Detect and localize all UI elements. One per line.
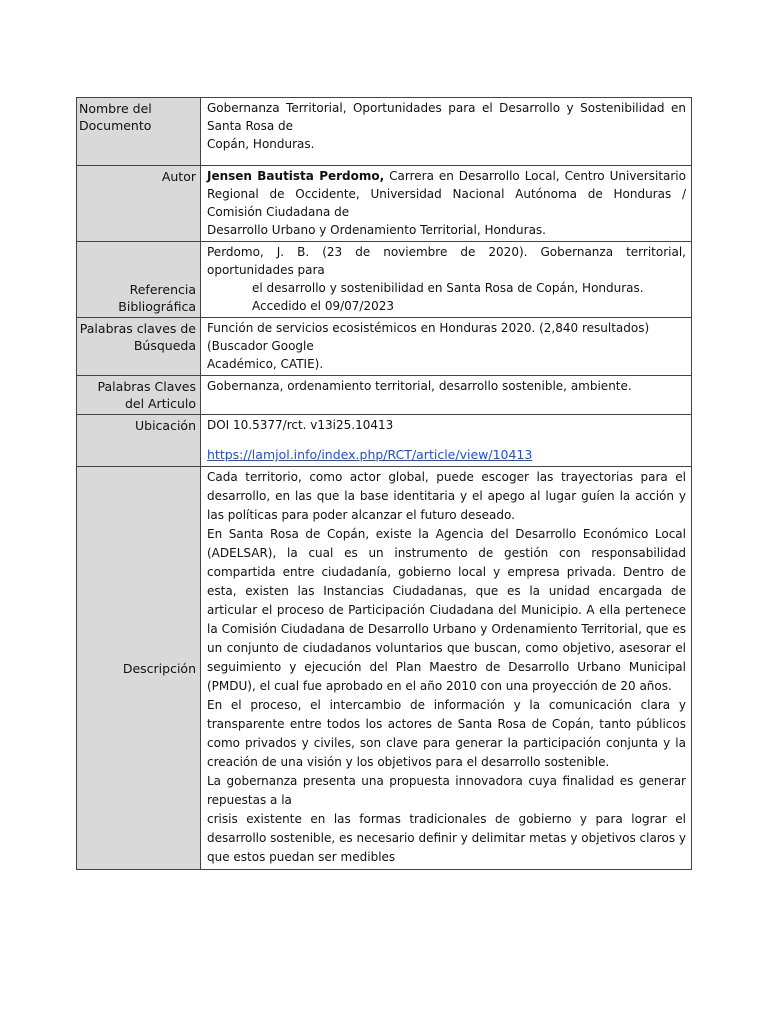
- referencia-line-2: el desarrollo y sostenibilidad en Santa Rosa de Copán, Honduras.: [252, 281, 644, 295]
- row-descripcion: [77, 467, 692, 870]
- label-ubicacion: Ubicación: [77, 415, 201, 467]
- value-nombre-documento: [201, 98, 692, 166]
- label-descripcion: Descripción: [77, 467, 201, 870]
- record-table: [76, 97, 692, 870]
- autor-name: Jensen Bautista Perdomo,: [207, 169, 385, 183]
- article-link[interactable]: https://lamjol.info/index.php/RCT/article/view/10413: [207, 447, 533, 462]
- row-autor: [77, 166, 692, 242]
- ubicacion-doi: DOI 10.5377/rct. v13i25.10413: [207, 418, 394, 432]
- label-claves: Palabras Claves del Articulo: [77, 376, 201, 415]
- referencia-line-3: Accedido el 09/07/2023: [252, 299, 394, 313]
- busqueda-line-2: Académico, CATIE).: [207, 357, 324, 371]
- descripcion-paragraph-1: Cada territorio, como actor global, puede escoger las trayectorias para el desarrollo, en las que la base identitaria y el apego al lugar guíen la acción y las políticas para poder alcanzar el futuro deseado.: [207, 470, 686, 522]
- descripcion-paragraph-5: crisis existente en las formas tradicionales de gobierno y para lograr el desarrollo sostenible, es necesario definir y delimitar metas y objetivos claros y que estos puedan ser medibles: [207, 812, 686, 864]
- label-referencia: Referencia Bibliográfica: [77, 242, 201, 318]
- row-ubicacion: [77, 415, 692, 467]
- value-descripcion: [201, 467, 692, 870]
- label-autor: Autor: [77, 166, 201, 242]
- value-autor: [201, 166, 692, 242]
- row-claves: [77, 376, 692, 415]
- value-referencia: [201, 242, 692, 318]
- label-busqueda: Palabras claves de Búsqueda: [77, 318, 201, 376]
- autor-line-2: Desarrollo Urbano y Ordenamiento Territorial, Honduras.: [207, 223, 546, 237]
- documento-line-1: Gobernanza Territorial, Oportunidades para el Desarrollo y Sostenibilidad en Santa Rosa de: [207, 101, 686, 133]
- row-referencia: [77, 242, 692, 318]
- row-nombre-documento: [77, 98, 692, 166]
- descripcion-paragraph-4: La gobernanza presenta una propuesta innovadora cuya finalidad es generar repuestas a la: [207, 774, 686, 807]
- value-ubicacion: [201, 415, 692, 467]
- documento-line-2: Copán, Honduras.: [207, 137, 315, 151]
- label-nombre-documento: Nombre del Documento: [77, 98, 201, 166]
- descripcion-paragraph-2: En Santa Rosa de Copán, existe la Agencia del Desarrollo Económico Local (ADELSAR), la cual es un instrumento de gestión con responsabilidad compartida entre ciudadanía, gobierno local y empresa privada. Dentro de esta, existen las Instancias Ciudadanas, que es la unidad encargada de articular el proceso de Participación Ciudadana del Municipio. A ella pertenece la Comisión Ciudadana de Desarrollo Urbano y Ordenamiento Territorial, que es un conjunto de ciudadanos voluntarios que buscan, como objetivo, asesorar el seguimiento y ejecución del Plan Maestro de Desarrollo Urbano Municipal (PMDU), el cual fue aprobado en el año 2010 con una proyección de 20 años.: [207, 527, 686, 693]
- value-claves: Gobernanza, ordenamiento territorial, desarrollo sostenible, ambiente.: [201, 376, 692, 415]
- autor-affiliation: Carrera en Desarrollo Local, Centro Universitario Regional de Occidente, Universidad Nacional Autónoma de Honduras / Comisión Ciudadana de: [207, 169, 686, 219]
- busqueda-line-1: Función de servicios ecosistémicos en Honduras 2020. (2,840 resultados) (Buscador Google: [207, 321, 650, 353]
- referencia-line-1: Perdomo, J. B. (23 de noviembre de 2020). Gobernanza territorial, oportunidades para: [207, 245, 686, 277]
- value-busqueda: [201, 318, 692, 376]
- descripcion-paragraph-3: En el proceso, el intercambio de información y la comunicación clara y transparente entre todos los actores de Santa Rosa de Copán, tanto públicos como privados y civiles, son clave para generar la participación conjunta y la creación de una visión y los objetivos para el desarrollo sostenible.: [207, 698, 686, 769]
- row-busqueda: [77, 318, 692, 376]
